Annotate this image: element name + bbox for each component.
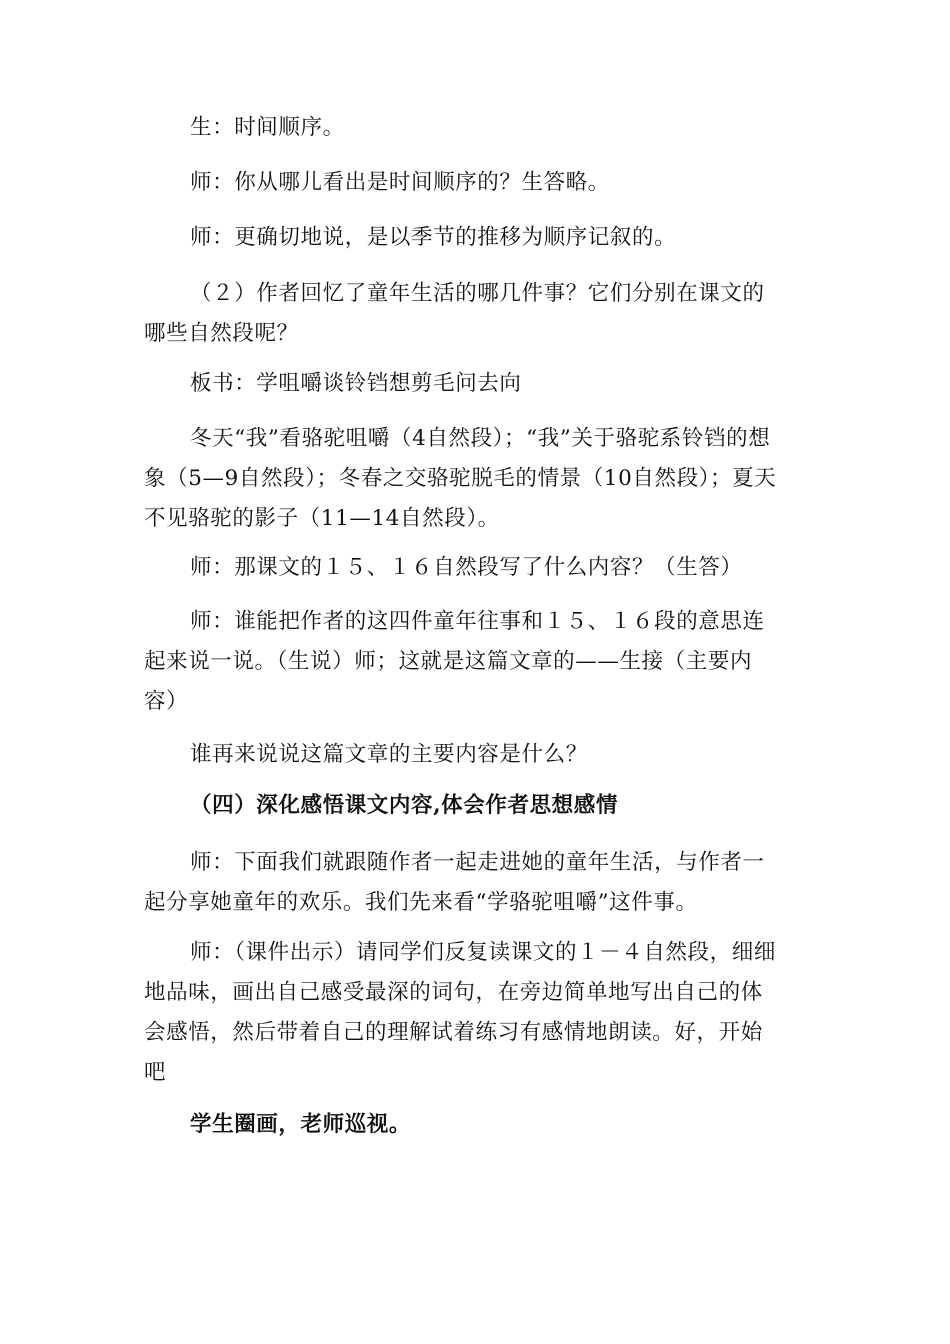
paragraph-main-content: 师：谁能把作者的这四件童年往事和１５、１６段的意思连起来说一说。（生说）师；这就是这篇文章的——生接（主要内容）	[144, 609, 765, 714]
paragraph-student-answer: 生：时间顺序。	[190, 115, 345, 140]
paragraph-teacher-question-15-16: 师：那课文的１５、１６自然段写了什么内容？（生答）	[190, 555, 743, 580]
section-heading-4: （四）深化感悟课文内容,体会作者思想感情	[190, 793, 618, 818]
paragraph-four-events: 冬天“我”看骆驼咀嚼（4自然段）；“我”关于骆驼系铃铛的想象（5—9自然段）；冬春之交骆驼脱毛的情景（10自然段）；夏天不见骆驼的影子（11—14自然段）。	[144, 426, 777, 531]
paragraph-courseware-instruction: 师：（课件出示）请同学们反复读课文的１－４自然段，细细地品味，画出自己感受最深的词句，在旁边简单地写出自己的体会感悟，然后带着自己的理解试着练习有感情地朗读。好，开始吧	[144, 940, 776, 1085]
paragraph-blackboard: 板书：学咀嚼谈铃铛想剪毛问去向	[190, 371, 522, 396]
paragraph-teacher-explanation: 师：更确切地说，是以季节的推移为顺序记叙的。	[190, 225, 677, 250]
paragraph-retell-question: 谁再来说说这篇文章的主要内容是什么？	[190, 742, 588, 767]
paragraph-students-annotate: 学生圈画，老师巡视。	[190, 1112, 412, 1137]
paragraph-follow-author: 师：下面我们就跟随作者一起走进她的童年生活，与作者一起分享她童年的欢乐。我们先来看“学骆驼咀嚼”这件事。	[144, 850, 765, 915]
paragraph-question-2: （２）作者回忆了童年生活的哪几件事？它们分别在课文的哪些自然段呢？	[144, 281, 765, 346]
paragraph-teacher-question: 师：你从哪儿看出是时间顺序的？生答略。	[190, 170, 610, 195]
